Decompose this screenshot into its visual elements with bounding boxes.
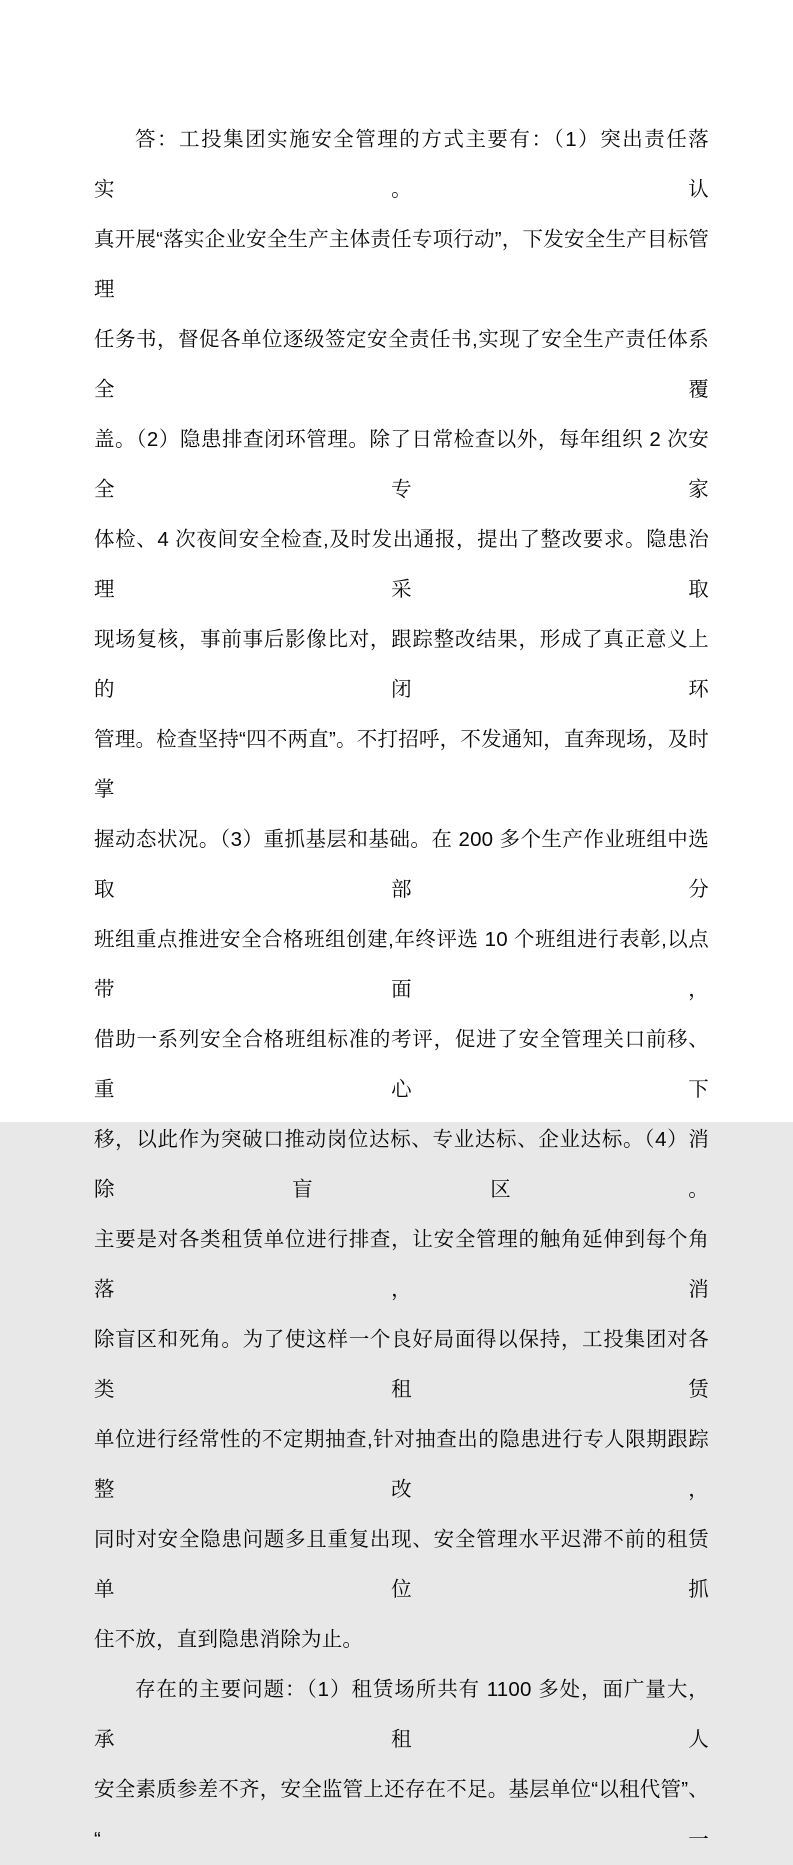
- text-line: 体检、4 次夜间安全检查,及时发出通报，提出了整改要求。隐患治理采取: [94, 528, 709, 601]
- text-line: 移，以此作为突破口推动岗位达标、专业达标、企业达标。（4）消除盲区。: [94, 1128, 709, 1201]
- text-line: 同时对安全隐患问题多且重复出现、安全管理水平迟滞不前的租赁单位抓: [94, 1528, 709, 1601]
- text-line: 现场复核，事前事后影像比对，跟踪整改结果，形成了真正意义上的闭环: [94, 628, 709, 701]
- text-line: 除盲区和死角。为了使这样一个良好局面得以保持，工投集团对各类租赁: [94, 1328, 709, 1401]
- text-line: 班组重点推进安全合格班组创建,年终评选 10 个班组进行表彰,以点带面，: [94, 928, 709, 1001]
- text-line: 真开展“落实企业安全生产主体责任专项行动”，下发安全生产目标管理: [94, 228, 709, 301]
- text-line: 主要是对各类租赁单位进行排查，让安全管理的触角延伸到每个角落，消: [94, 1228, 709, 1301]
- text-line: 借助一系列安全合格班组标准的考评，促进了安全管理关口前移、重心下: [94, 1028, 709, 1101]
- text-line: 安全素质参差不齐，安全监管上还存在不足。基层单位“以租代管”、“一: [94, 1778, 709, 1851]
- text-line: 答：工投集团实施安全管理的方式主要有：（1）突出责任落实。认: [94, 128, 709, 201]
- text-line: 单位进行经常性的不定期抽查,针对抽查出的隐患进行专人限期跟踪整改，: [94, 1428, 709, 1501]
- text-line: 存在的主要问题：（1）租赁场所共有 1100 多处，面广量大，承租人: [94, 1678, 709, 1751]
- text-block: [94, 115, 709, 1865]
- problems-paragraph: [94, 1665, 709, 1865]
- text-line: 握动态状况。（3）重抓基层和基础。在 200 多个生产作业班组中选取部分: [94, 828, 709, 901]
- text-line: 住不放，直到隐患消除为止。: [94, 1628, 364, 1651]
- text-line: 任务书，督促各单位逐级签定安全责任书,实现了安全生产责任体系全覆: [94, 328, 709, 401]
- answer-paragraph: [94, 115, 709, 1665]
- text-line: 管理。检查坚持“四不两直”。不打招呼，不发通知，直奔现场，及时掌: [94, 728, 709, 801]
- text-line: 盖。（2）隐患排查闭环管理。除了日常检查以外，每年组织 2 次安全专家: [94, 428, 709, 501]
